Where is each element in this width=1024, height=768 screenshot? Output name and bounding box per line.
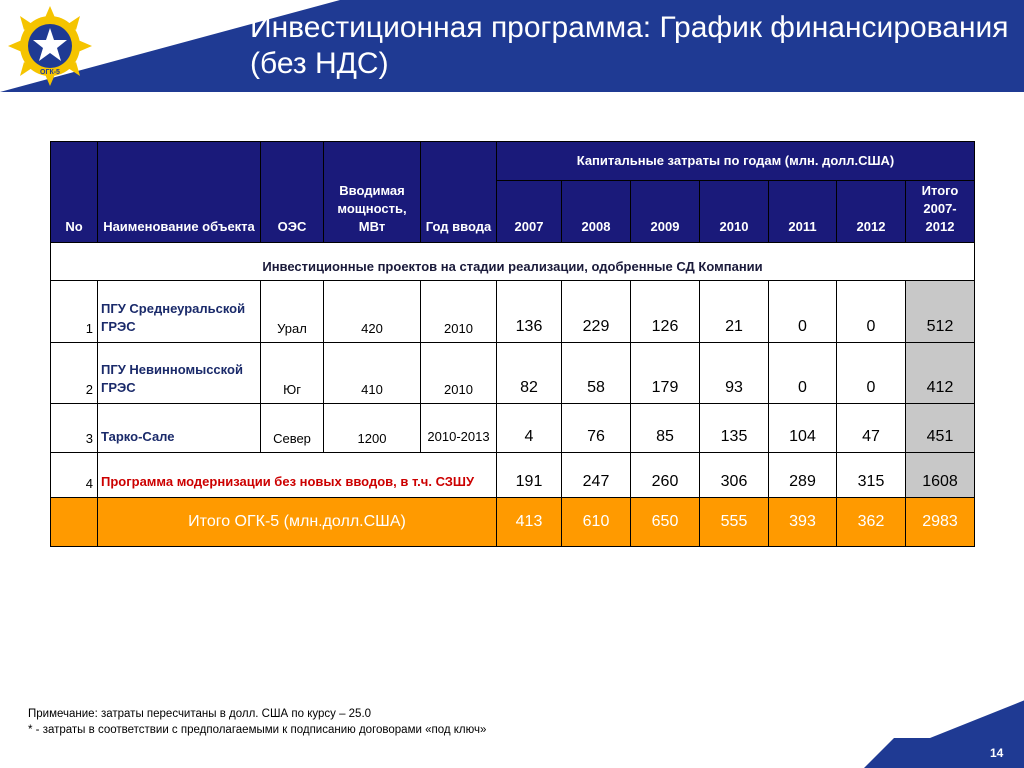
table-row [51, 343, 975, 404]
header-power: Вводимая мощность, МВт [324, 142, 421, 243]
row-year: 2010-2013 [421, 404, 497, 453]
note-line-1: Примечание: затраты пересчитаны в долл. США по курсу – 25.0 [28, 708, 372, 720]
row-total: 512 [906, 281, 975, 343]
header-year-2011: 2011 [769, 181, 837, 243]
header-no: No [51, 142, 98, 243]
row-value-2007: 191 [497, 453, 562, 498]
row-value-2008: 58 [562, 343, 631, 404]
row-value-2007: 82 [497, 343, 562, 404]
grand-total-2010: 555 [700, 498, 769, 547]
section-title: Инвестиционные проектов на стадии реализации, одобренные СД Компании [51, 243, 975, 281]
row-oes: Север [261, 404, 324, 453]
row-year: 2010 [421, 281, 497, 343]
row-power: 410 [324, 343, 421, 404]
row-total: 412 [906, 343, 975, 404]
row-value-2009: 260 [631, 453, 700, 498]
sun-star-logo [4, 4, 96, 88]
logo-text: ОГК-5 [40, 69, 60, 76]
row-value-2007: 136 [497, 281, 562, 343]
row-value-2012: 47 [837, 404, 906, 453]
grand-total-2009: 650 [631, 498, 700, 547]
row-value-2012: 315 [837, 453, 906, 498]
footer-sweep [864, 738, 894, 768]
row-value-2007: 4 [497, 404, 562, 453]
row-value-2012: 0 [837, 281, 906, 343]
grand-total-2007: 413 [497, 498, 562, 547]
header-year: Год ввода [421, 142, 497, 243]
header-total: Итого 2007-2012 [906, 181, 975, 243]
grand-total-label: Итого ОГК-5 (млн.долл.США) [98, 498, 497, 547]
row-oes: Урал [261, 281, 324, 343]
investment-table [50, 141, 975, 547]
row-value-2011: 0 [769, 281, 837, 343]
row-power: 420 [324, 281, 421, 343]
grand-total-sum: 2983 [906, 498, 975, 547]
header-oes: ОЭС [261, 142, 324, 243]
table-row [51, 404, 975, 453]
header-name: Наименование объекта [98, 142, 261, 243]
header-year-2010: 2010 [700, 181, 769, 243]
grand-total-2011: 393 [769, 498, 837, 547]
row-no: 1 [51, 281, 98, 343]
footer-sweep-upper [925, 700, 1024, 740]
header-year-2007: 2007 [497, 181, 562, 243]
page-number: 14 [990, 746, 1004, 760]
table-row [51, 281, 975, 343]
table-row [51, 453, 975, 498]
row-power: 1200 [324, 404, 421, 453]
row-value-2012: 0 [837, 343, 906, 404]
row-total: 451 [906, 404, 975, 453]
row-value-2008: 76 [562, 404, 631, 453]
grand-total-no [51, 498, 98, 547]
row-name: Программа модернизации без новых вводов, в т.ч. СЗШУ [98, 453, 497, 498]
grand-total-2008: 610 [562, 498, 631, 547]
row-name: ПГУ Невинномысской ГРЭС [98, 343, 261, 404]
row-no: 3 [51, 404, 98, 453]
row-value-2010: 93 [700, 343, 769, 404]
row-value-2008: 229 [562, 281, 631, 343]
row-value-2010: 21 [700, 281, 769, 343]
row-value-2011: 0 [769, 343, 837, 404]
row-value-2009: 179 [631, 343, 700, 404]
row-oes: Юг [261, 343, 324, 404]
row-value-2008: 247 [562, 453, 631, 498]
note-line-2: * - затраты в соответствии с предполагаемыми к подписанию договорами «под ключ» [28, 724, 487, 736]
row-value-2010: 306 [700, 453, 769, 498]
row-value-2009: 126 [631, 281, 700, 343]
row-year: 2010 [421, 343, 497, 404]
row-no: 4 [51, 453, 98, 498]
header-year-2008: 2008 [562, 181, 631, 243]
header-band [0, 0, 1024, 92]
page-title: Инвестиционная программа: График финансирования (без НДС) [250, 11, 1009, 80]
header-capex: Капитальные затраты по годам (млн. долл.США) [497, 142, 975, 181]
row-value-2009: 85 [631, 404, 700, 453]
grand-total-row [51, 498, 975, 547]
row-name: Тарко-Сале [98, 404, 261, 453]
row-value-2011: 104 [769, 404, 837, 453]
row-value-2010: 135 [700, 404, 769, 453]
row-name: ПГУ Среднеуральской ГРЭС [98, 281, 261, 343]
grand-total-2012: 362 [837, 498, 906, 547]
row-no: 2 [51, 343, 98, 404]
row-total: 1608 [906, 453, 975, 498]
header-year-2009: 2009 [631, 181, 700, 243]
row-value-2011: 289 [769, 453, 837, 498]
header-year-2012: 2012 [837, 181, 906, 243]
